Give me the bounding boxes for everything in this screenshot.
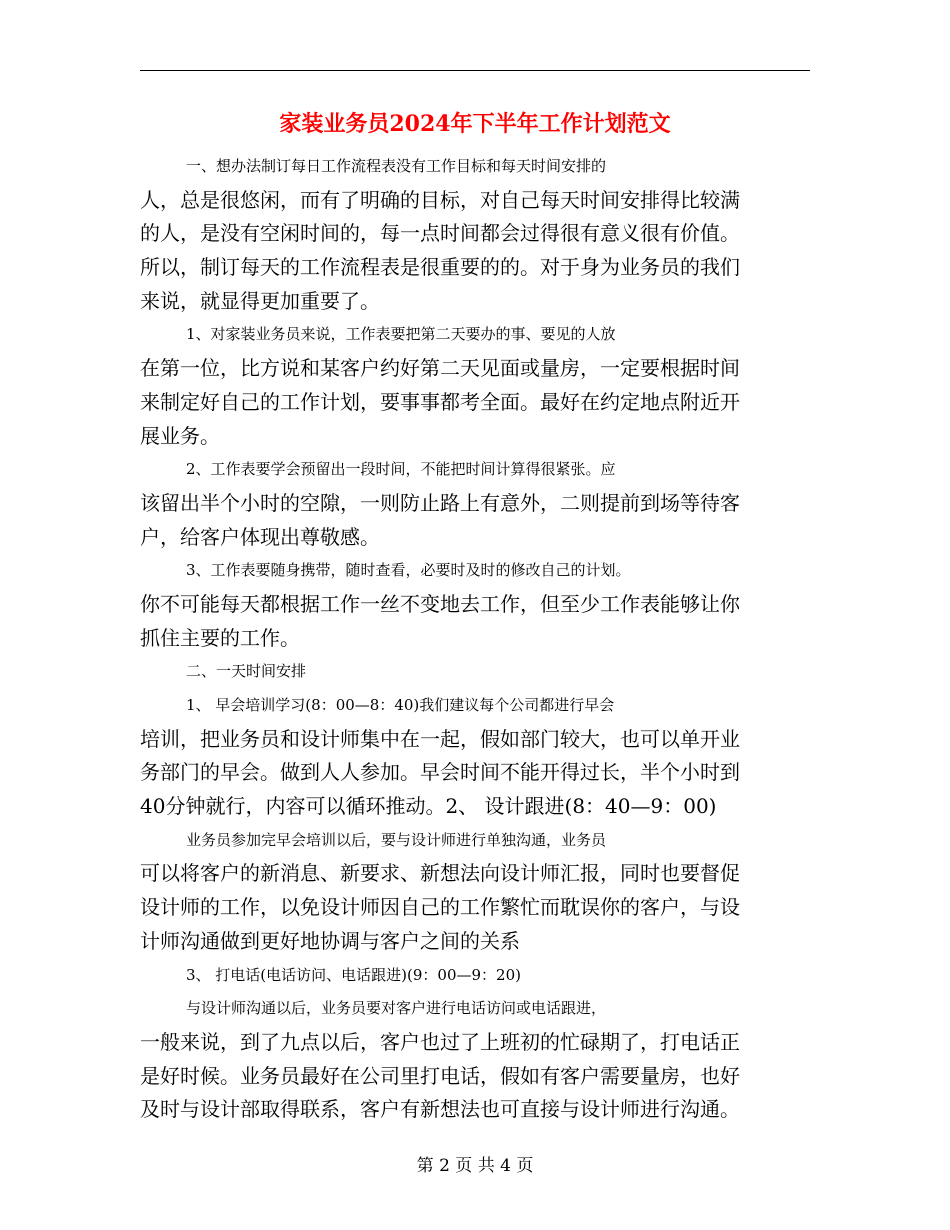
text-line: 的人，是没有空闲时间的，每一点时间都会过得很有意义很有价值。 <box>140 221 740 246</box>
text-line: 2、工作表要学会预留出一段时间，不能把时间计算得很紧张。应 <box>186 460 616 479</box>
text-line: 所以，制订每天的工作流程表是很重要的的。对于身为业务员的我们 <box>140 255 740 280</box>
text-line: 来制定好自己的工作计划，要事事都考全面。最好在约定地点附近开 <box>140 389 740 414</box>
text-line: 人，总是很悠闲，而有了明确的目标，对自己每天时间安排得比较满 <box>140 187 740 212</box>
header-rule <box>140 70 810 71</box>
text-line: 3、工作表要随身携带，随时查看，必要时及时的修改自己的计划。 <box>186 561 631 580</box>
text-line: 是好时候。业务员最好在公司里打电话，假如有客户需要量房，也好 <box>140 1063 740 1088</box>
text-line: 在第一位，比方说和某客户约好第二天见面或量房，一定要根据时间 <box>140 356 740 381</box>
document-title: 家装业务员2024年下半年工作计划范文 <box>279 111 671 137</box>
text-line: 一、想办法制订每日工作流程表没有工作目标和每天时间安排的 <box>186 157 607 175</box>
text-line: 3、 打电话(电话访问、电话跟进)(9：00—9：20) <box>186 965 521 984</box>
text-line: 培训，把业务员和设计师集中在一起，假如部门较大，也可以单开业 <box>140 726 740 751</box>
text-line: 务部门的早会。做到人人参加。早会时间不能开得过长，半个小时到 <box>140 760 740 785</box>
text-line: 一般来说，到了九点以后，客户也过了上班初的忙碌期了，打电话正 <box>140 1029 740 1054</box>
text-line: 展业务。 <box>140 423 220 448</box>
text-line: 设计师的工作，以免设计师因自己的工作繁忙而耽误你的客户，与设 <box>140 895 740 920</box>
text-line: 业务员参加完早会培训以后，要与设计师进行单独沟通，业务员 <box>186 830 607 849</box>
text-line: 二、一天时间安排 <box>186 662 307 681</box>
text-line: 计师沟通做到更好地协调与客户之间的关系 <box>140 928 520 953</box>
text-line: 与设计师沟通以后，业务员要对客户进行电话访问或电话跟进， <box>186 999 607 1018</box>
text-line: 40分钟就行，内容可以循环推动。2、 设计跟进(8：40—9：00) <box>140 794 717 819</box>
text-line: 该留出半个小时的空隙，一则防止路上有意外，二则提前到场等待客 <box>140 490 740 515</box>
text-line: 1、 早会培训学习(8：00—8：40)我们建议每个公司都进行早会 <box>186 696 615 714</box>
text-line: 可以将客户的新消息、新要求、新想法向设计师汇报，同时也要督促 <box>140 861 740 886</box>
document-body <box>140 150 810 1127</box>
text-line: 1、对家装业务员来说，工作表要把第二天要办的事、要见的人放 <box>186 325 616 344</box>
page-number: 第 2 页 共 4 页 <box>416 1156 534 1176</box>
text-line: 抓住主要的工作。 <box>140 625 300 650</box>
text-line: 及时与设计部取得联系，客户有新想法也可直接与设计师进行沟通。 <box>140 1097 740 1122</box>
text-line: 你不可能每天都根据工作一丝不变地去工作，但至少工作表能够让你 <box>140 591 740 616</box>
page-footer <box>140 1154 810 1178</box>
text-line: 户，给客户体现出尊敬感。 <box>140 524 380 549</box>
text-line: 来说，就显得更加重要了。 <box>140 288 380 313</box>
